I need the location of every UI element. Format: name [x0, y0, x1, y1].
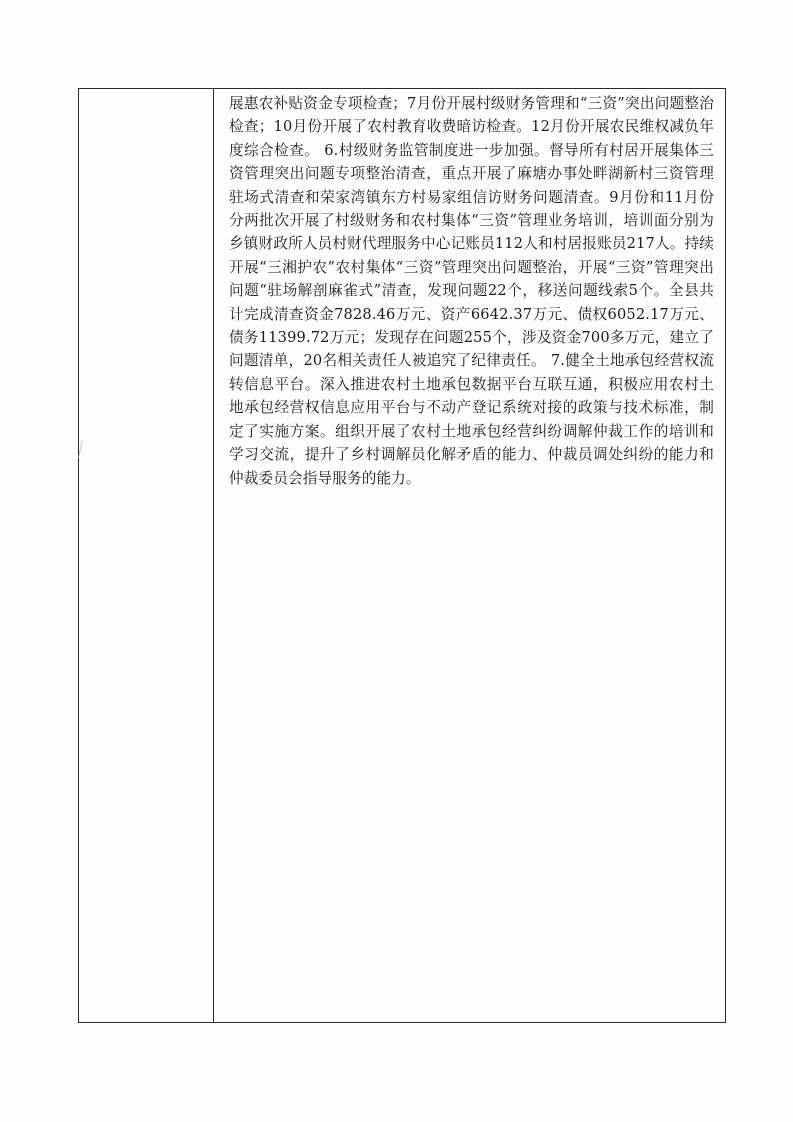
table-cell-content: [229, 92, 714, 490]
column-divider: [213, 88, 214, 1023]
paragraph-text: 展惠农补贴资金专项检查；7月份开展村级财务管理和“三资”突出问题整治检查；10月份开展了农村教育收费暗访检查。12月份开展农民维权减负年度综合检查。 6.村级财务监管制度进一步加强。督导所有村居开展集体三资管理突出问题专项整治清查，重点开展了麻塘办事处畔湖新村三资管理驻场式清查和荣家湾镇东方村易家组信访财务问题清查。9月份和11月份分两批次开展了村级财务和农村集体“三资”管理业务培训，培训面分别为乡镇财政所人员村财代理服务中心记账员112人和村居报账员217人。持续开展“三湘护农”农村集体“三资”管理突出问题整治，开展“三资”管理突出问题“驻场解剖麻雀式”清查，发现问题22个，移送问题线索5个。全县共计完成清查资金7828.46万元、资产6642.37万元、债权6052.17万元、债务11399.72万元；发现存在问题255个，涉及资金700多万元，建立了问题清单，20名相关责任人被追究了纪律责任。 7.健全土地承包经营权流转信息平台。深入推进农村土地承包数据平台互联互通，积极应用农村土地承包经营权信息应用平台与不动产登记系统对接的政策与技术标准，制定了实施方案。组织开展了农村土地承包经营纠纷调解仲裁工作的培训和学习交流，提升了乡村调解员化解矛盾的能力、仲裁员调处纠纷的能力和仲裁委员会指导服务的能力。: [229, 95, 714, 487]
